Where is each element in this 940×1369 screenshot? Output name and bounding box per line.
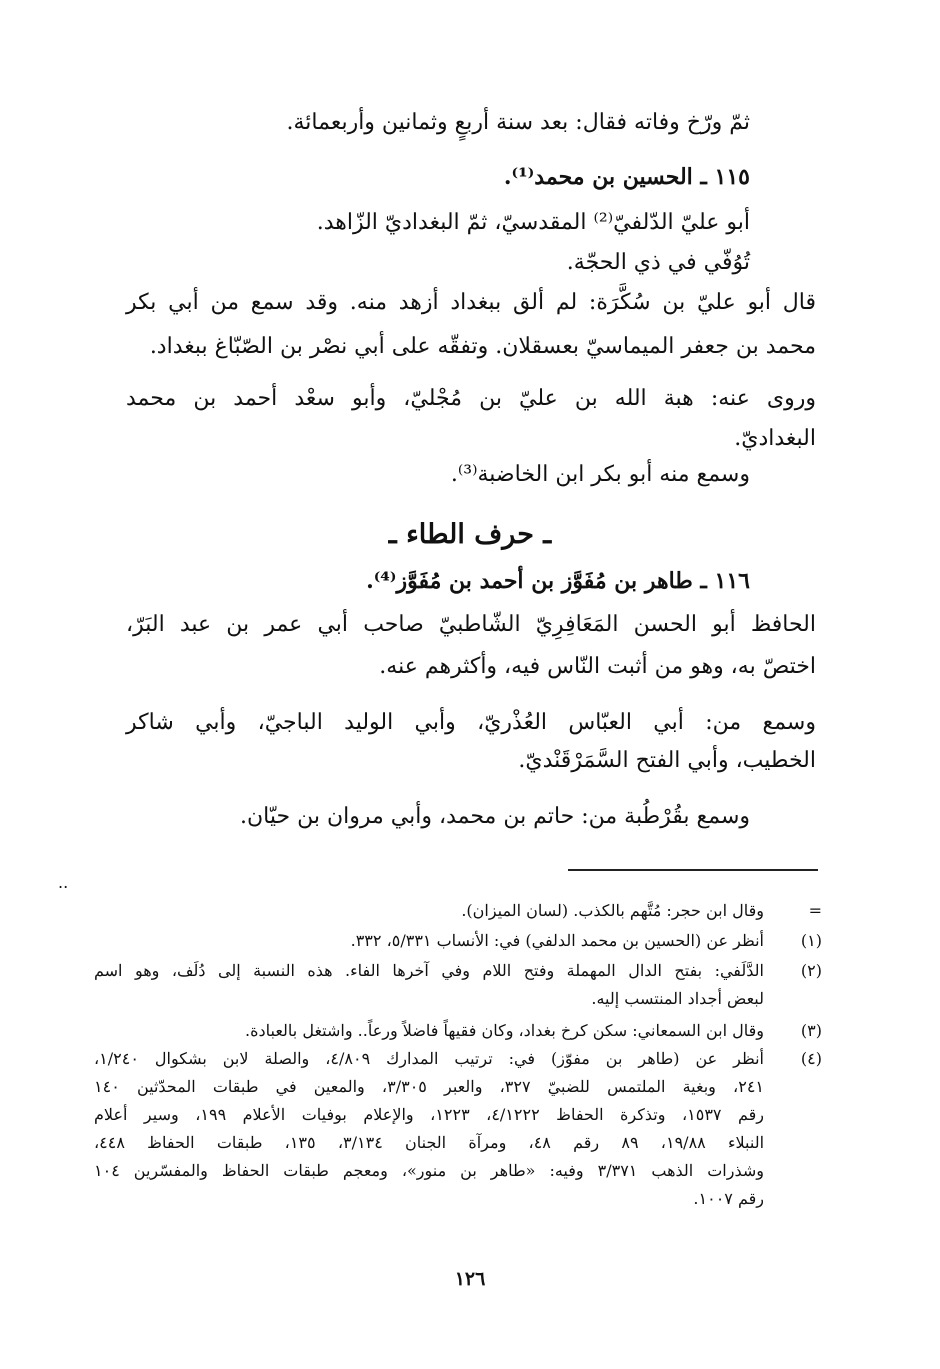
footnote-continuation-mark: = — [808, 901, 822, 920]
body-line: محمد بن جعفر الميماسيّ بعسقلان. وتفقّه على أبي نصْر بن الصّبّاغ ببغداد. — [149, 334, 816, 359]
body-line: وسمع بقُرْطُبة من: حاتم بن محمد، وأبي مروان بن حيّان. — [240, 804, 750, 829]
footnote-line: الدَّلَفي: بفتح الدال المهملة وفتح اللام وفي آخرها الفاء. هذه النسبة إلى دُلَف، وهو اسم — [94, 961, 764, 980]
entry-heading: ١١٥ ـ الحسين بن محمد⁽¹⁾. — [503, 164, 750, 190]
footnote-number: (٢) — [800, 961, 822, 980]
body-line: اختصّ به، وهو من أثبت النّاس فيه، وأكثرهم عنه. — [379, 654, 816, 679]
footnote-number: (١) — [800, 931, 822, 950]
footnote-line: وشذرات الذهب ٣/٣٧١ وفيه: «طاهر بن منور»، ومعجم طبقات الحفاظ والمفسّرين ١٠٤ — [94, 1161, 764, 1180]
body-line: الخطيب، وأبي الفتح السَّمَرْقَنْديّ. — [518, 748, 816, 773]
footnote-separator — [568, 869, 818, 871]
footnote-line: أنظر عن (طاهر بن مفوّز) في: ترتيب المدارك ٤/٨٠٩، والصلة لابن بشكوال ١/٢٤٠، — [94, 1049, 765, 1068]
body-line: الحافظ أبو الحسن المَعَافِرِيّ الشّاطبيّ صاحب أبي عمر بن عبد البَرّ، — [126, 612, 816, 637]
page-number: ١٢٦ — [454, 1268, 486, 1290]
body-line: أبو عليّ الدّلفيّ⁽²⁾ المقدسيّ، ثمّ البغداديّ الزّاهد. — [316, 210, 750, 235]
body-line: البغداديّ. — [734, 426, 816, 451]
footnote-line: وقال ابن حجر: مُتَّهم بالكذب. (لسان الميزان). — [461, 901, 764, 920]
footnote-line: رقم ١٥٣٧، وتذكرة الحفاظ ٤/١٢٢٢، ١٢٢٣، والإعلام بوفيات الأعلام ١٩٩، وسير أعلام — [94, 1105, 765, 1124]
body-line: تُوُفّي في ذي الحجّة. — [566, 250, 750, 275]
section-title: ـ حرف الطاء ـ — [388, 519, 552, 550]
body-line: وروى عنه: هبة الله بن عليّ بن مُجْليّ، وأبو سعْد أحمد بن محمد — [126, 386, 816, 411]
body-line: ثمّ ورّخ وفاته فقال: بعد سنة أربعٍ وثمانين وأربعمائة. — [286, 110, 750, 135]
body-line: وسمع منه أبو بكر ابن الخاضبة⁽³⁾. — [450, 462, 750, 487]
stray-mark: .. — [58, 873, 69, 892]
body-line: قال أبو عليّ بن سُكَّرَة: لم ألق ببغداد أزهد منه. وقد سمع من أبي بكر — [126, 290, 816, 315]
body-line: وسمع من: أبي العبّاس العُذْريّ، وأبي الوليد الباجيّ، وأبي شاكر — [126, 710, 816, 735]
footnote-number: (٤) — [800, 1049, 822, 1068]
footnote-line: وقال ابن السمعاني: سكن كرخ بغداد، وكان فقيهاً فاضلاً ورعاً.. واشتغل بالعبادة. — [245, 1021, 764, 1040]
footnote-line: ٢٤١، وبغية الملتمس للضبيّ ٣٢٧، والعبر ٣/٣٠٥، والمعين في طبقات المحدّثين ١٤٠ — [94, 1077, 765, 1096]
entry-heading: ١١٦ ـ طاهر بن مُفَوَّز بن أحمد بن مُفَوَّز⁽⁴⁾. — [366, 568, 750, 594]
footnote-line: رقم ١٠٠٧. — [693, 1189, 764, 1208]
footnote-line: لبعض أجداد المنتسب إليه. — [591, 989, 764, 1008]
footnote-line: النبلاء ١٩/٨٨، ٨٩ رقم ٤٨، ومرآة الجنان ٣/١٣٤، ١٣٥، طبقات الحفاظ ٤٤٨، — [94, 1133, 765, 1152]
footnote-line: أنظر عن (الحسين بن محمد الدلفي) في: الأنساب ٥/٣٣١، ٣٣٢. — [350, 931, 764, 950]
footnote-number: (٣) — [800, 1021, 822, 1040]
